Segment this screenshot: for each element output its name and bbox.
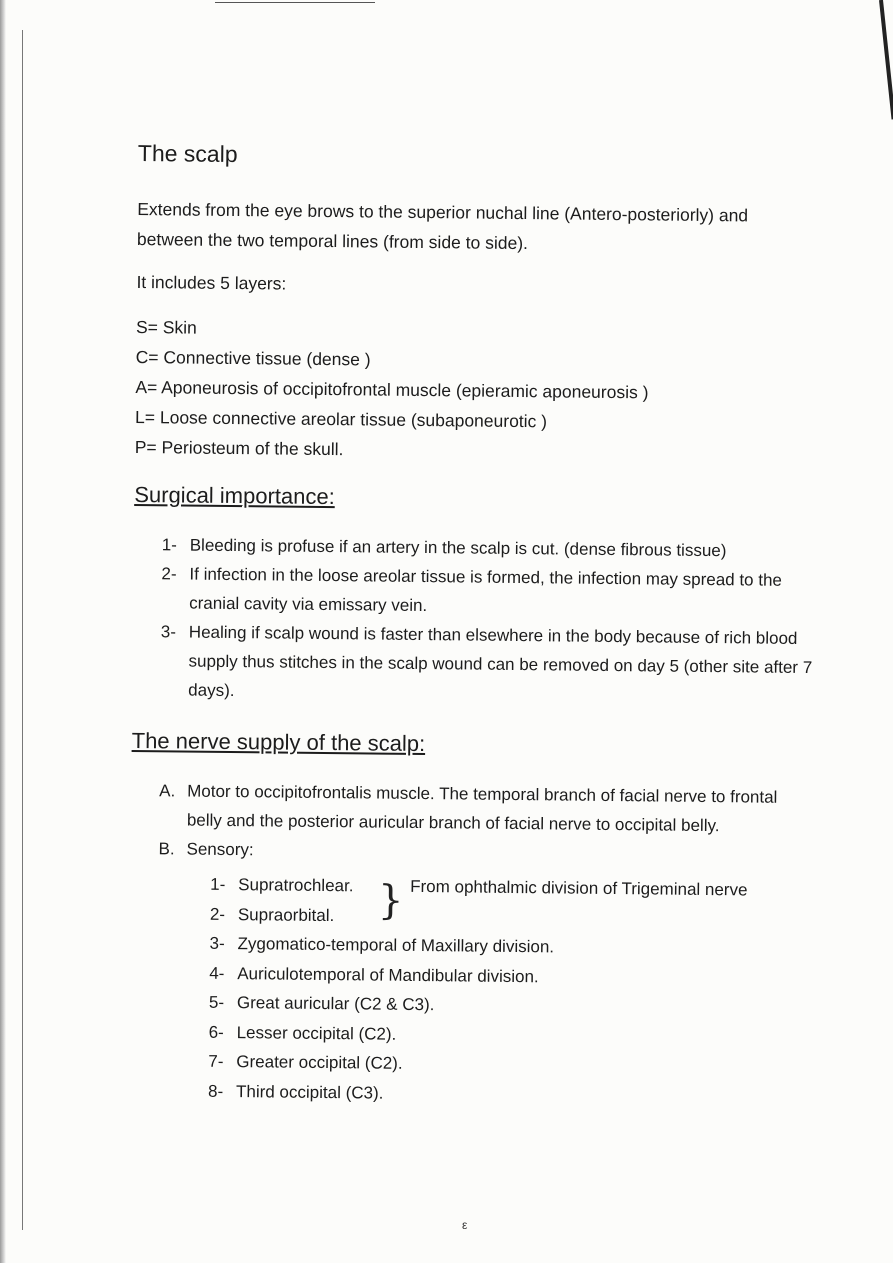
scan-binding-line xyxy=(22,30,23,1230)
layers-lead: It includes 5 layers: xyxy=(136,271,287,294)
page-title: The scalp xyxy=(137,140,238,168)
item-text: Greater occipital (C2). xyxy=(236,1052,403,1074)
item-number: 2- xyxy=(161,564,177,584)
document-page xyxy=(128,140,818,1112)
item-number: 5- xyxy=(208,993,225,1013)
surgical-item xyxy=(160,617,813,711)
surgical-heading: Surgical importance: xyxy=(134,481,335,509)
item-number: 3- xyxy=(209,934,225,954)
item-text: Third occipital (C3). xyxy=(235,1081,384,1103)
sensory-sublist xyxy=(208,870,810,1112)
layer-item: C= Connective tissue (dense ) xyxy=(135,346,371,370)
layer-item: P= Periosteum of the skull. xyxy=(134,436,344,459)
surgical-item xyxy=(161,559,814,624)
item-number: 8- xyxy=(207,1081,224,1101)
item-number: 3- xyxy=(160,622,177,642)
item-text: Supraorbital. xyxy=(237,904,335,925)
item-text: Motor to occipitofrontalis muscle. The temporal branch of facial nerve to frontal belly and the posterior auricular branch of facial nerve to occipital belly. xyxy=(186,781,778,836)
item-letter: A. xyxy=(159,781,176,801)
item-letter: B. xyxy=(158,839,175,859)
layers-list xyxy=(135,312,817,469)
item-text: Supratrochlear. xyxy=(238,875,354,896)
page-mark: ε xyxy=(462,1218,468,1232)
brace-note: From ophthalmic division of Trigeminal nerve xyxy=(410,877,748,900)
item-number: 1- xyxy=(210,875,226,895)
item-text: Auriculotemporal of Mandibular division. xyxy=(237,963,539,987)
motor-item xyxy=(159,777,812,842)
item-text: Healing if scalp wound is faster than elsewhere in the body because of rich blood supply thus stitches in the scalp wound can be removed on day 5 (other site after 7 days). xyxy=(188,622,813,701)
item-number: 1- xyxy=(161,535,177,555)
item-number: 6- xyxy=(208,1022,224,1042)
curly-brace-icon: } xyxy=(377,877,404,925)
sensory-subitem xyxy=(208,1077,808,1113)
item-text: Great auricular (C2 & C3). xyxy=(236,993,435,1015)
item-text: Bleeding is profuse if an artery in the scalp is cut. (dense fibrous tissue) xyxy=(189,535,727,561)
scan-top-rule xyxy=(215,2,375,3)
scan-corner-mark xyxy=(879,0,893,120)
sensory-item xyxy=(158,835,810,871)
item-number: 7- xyxy=(208,1052,224,1072)
item-text: Lesser occipital (C2). xyxy=(236,1022,397,1044)
layer-item: S= Skin xyxy=(135,316,197,338)
item-text: Sensory: xyxy=(186,839,254,860)
nerve-heading: The nerve supply of the scalp: xyxy=(131,727,426,757)
surgical-list xyxy=(160,530,814,711)
layer-item: A= Aponeurosis of occipitofrontal muscle (epieramic aponeurosis ) xyxy=(135,376,649,402)
item-text: Zygomatico-temporal of Maxillary division. xyxy=(237,934,555,957)
ophthalmic-group xyxy=(210,870,811,935)
sensory-subitem xyxy=(210,900,810,936)
item-text: If infection in the loose areolar tissue is formed, the infection may spread to the cranial cavity via emissary vein. xyxy=(189,564,783,616)
item-number: 4- xyxy=(209,963,225,983)
layer-item: L= Loose connective areolar tissue (subaponeurotic ) xyxy=(134,406,548,431)
intro-paragraph: Extends from the eye brows to the superior nuchal line (Antero-posteriorly) and between the two temporal lines (from side to side). xyxy=(136,198,749,253)
nerve-list xyxy=(158,777,811,871)
scan-edge-left xyxy=(0,0,6,1263)
item-number: 2- xyxy=(209,904,226,924)
